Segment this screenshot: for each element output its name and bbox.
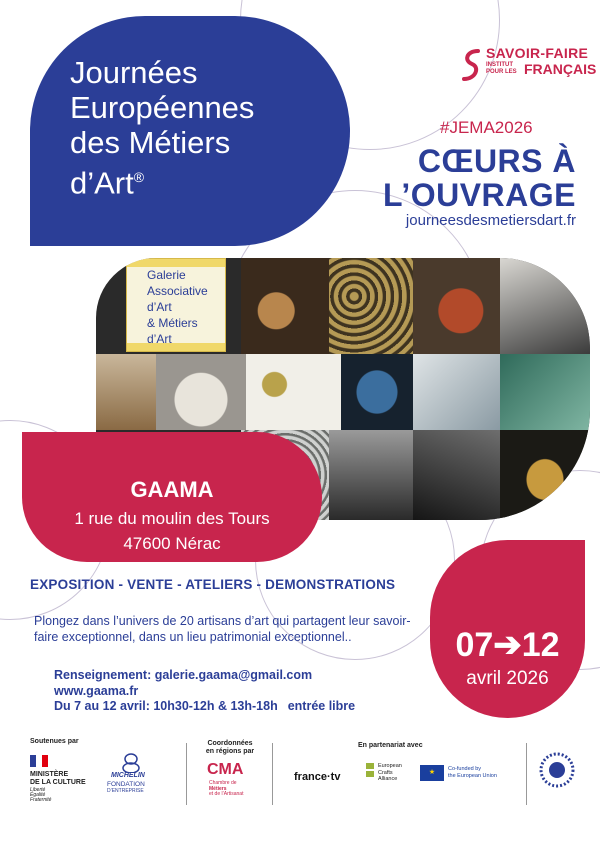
eu-logo: ★ Co-funded by the European Union bbox=[420, 765, 510, 785]
photo-workshop bbox=[500, 258, 590, 354]
activities-list: EXPOSITION - VENTE - ATELIERS - DEMONSTRATIONS bbox=[30, 577, 396, 592]
eca-logo: European Crafts Alliance bbox=[364, 761, 416, 791]
emblem-icon bbox=[537, 750, 577, 790]
marianne-flag-icon bbox=[30, 755, 48, 767]
ministry-logo: MINISTÈRE DE LA CULTURE Liberté Égalité Fraternité bbox=[30, 755, 100, 805]
website-link[interactable]: journeesdesmetiersdart.fr bbox=[405, 212, 576, 229]
eca-icon bbox=[364, 761, 376, 785]
title-line: des Métiers bbox=[70, 125, 231, 160]
footer-partners bbox=[0, 735, 600, 835]
photo-copper-pitcher bbox=[413, 258, 500, 354]
divider bbox=[186, 743, 187, 805]
date-month: avril 2026 bbox=[466, 668, 549, 689]
registered-mark: ® bbox=[133, 169, 145, 185]
card-band bbox=[127, 259, 225, 267]
event-title bbox=[70, 55, 330, 200]
contact-info bbox=[54, 668, 355, 715]
photo-metal-sculpture bbox=[329, 430, 413, 520]
venue-city: 47600 Nérac bbox=[123, 534, 221, 553]
savoir-faire-logo bbox=[460, 45, 597, 90]
photo-painted-dish bbox=[413, 354, 500, 430]
photo-wood-vases bbox=[241, 258, 329, 354]
title-line: Européennes bbox=[70, 90, 255, 125]
divider bbox=[526, 743, 527, 805]
title-line: d’Art bbox=[70, 165, 134, 201]
photo-brass-lamp bbox=[500, 430, 590, 520]
contact-email[interactable]: Renseignement: galerie.gaama@gmail.com bbox=[54, 668, 313, 682]
logo-text: SAVOIR-FAIRE bbox=[486, 45, 589, 61]
supported-by-label: Soutenues par bbox=[30, 738, 79, 745]
gaama-logo-card bbox=[126, 258, 226, 352]
date-range: 07➔12 bbox=[455, 626, 560, 664]
francetv-logo: france·tv bbox=[294, 771, 341, 783]
contact-website[interactable]: www.gaama.fr bbox=[54, 683, 139, 698]
photo-glass-bowl bbox=[341, 354, 413, 430]
photo-sculptor bbox=[413, 430, 500, 520]
photo-green-glass bbox=[500, 354, 590, 430]
title-line: Journées bbox=[70, 55, 198, 90]
cma-logo: CMA Chambre de Métiers et de l’Artisanat bbox=[207, 761, 244, 797]
eu-flag-icon: ★ bbox=[420, 765, 444, 781]
hashtag: #JEMA2026 bbox=[440, 118, 533, 137]
opening-hours: Du 7 au 12 avril: 10h30-12h & 13h-18h bbox=[54, 699, 278, 713]
partnership-label: En partenariat avec bbox=[358, 742, 423, 749]
savoir-faire-icon bbox=[460, 47, 482, 83]
logo-subtext: INSTITUT POUR LES bbox=[486, 62, 517, 75]
intro-text: Plongez dans l’univers de 20 artisans d’art qui partagent leur savoir-faire exceptionnel, dans un lieu patrimonial exceptionnel.. bbox=[34, 614, 411, 644]
gaama-card-text: Galerie Associative d’Art & Métiers d’Art bbox=[147, 268, 208, 346]
photo-ceramic-bowl bbox=[156, 354, 246, 430]
michelin-logo: MICHELIN FONDATION D’ENTREPRISE bbox=[105, 753, 165, 803]
photo-stool bbox=[96, 354, 156, 430]
theme-title: CŒURS À L’OUVRAGE bbox=[383, 143, 576, 213]
venue-name: GAAMA bbox=[130, 477, 214, 502]
free-entry: entrée libre bbox=[287, 699, 356, 713]
logo-text: FRANÇAIS bbox=[524, 61, 597, 77]
coordination-label: Coordonnées en régions par bbox=[205, 740, 255, 755]
photo-leopard bbox=[329, 258, 413, 354]
michelin-man-icon bbox=[119, 753, 143, 773]
photo-figurines bbox=[246, 354, 341, 430]
divider bbox=[272, 743, 273, 805]
venue-street: 1 rue du moulin des Tours bbox=[74, 509, 270, 528]
